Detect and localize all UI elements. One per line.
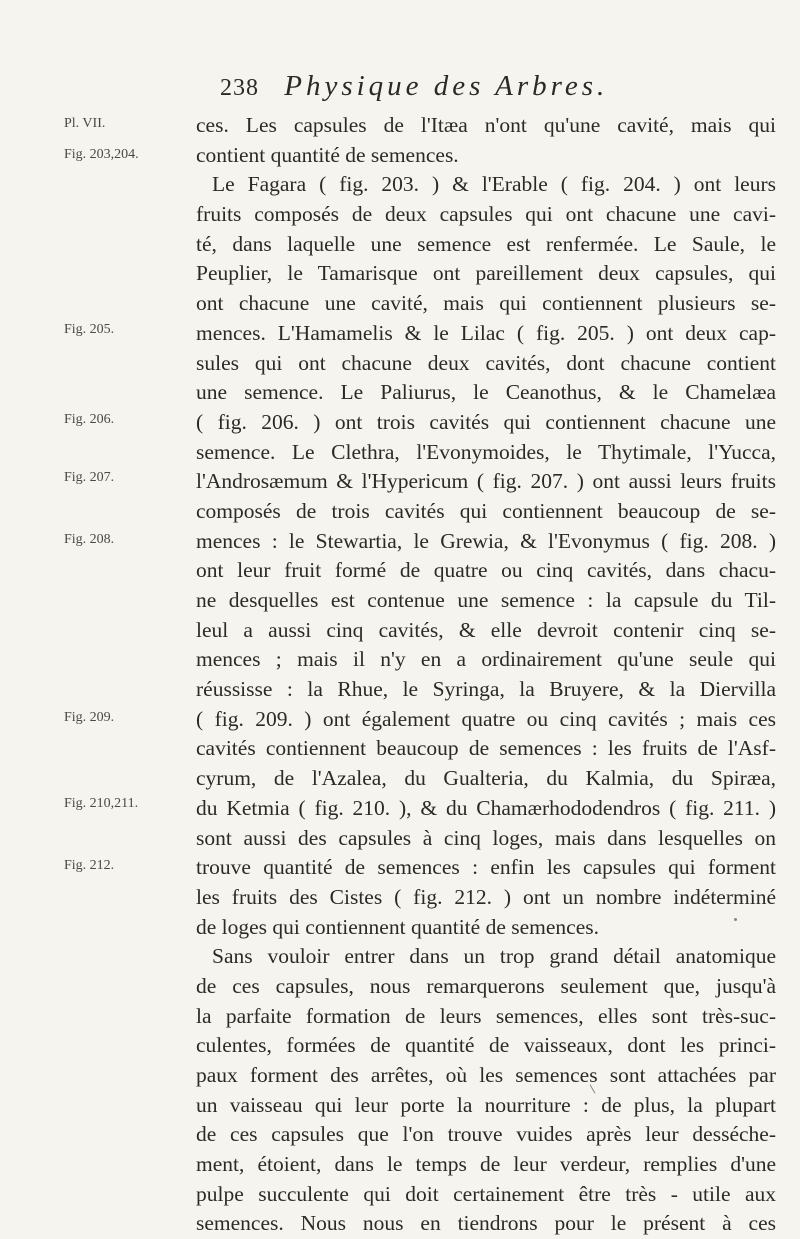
text-line: une semence. Le Paliurus, le Ceanothus, & le Chamelæa	[196, 380, 776, 405]
text-line: ( fig. 206. ) ont trois cavités qui contiennent chacune une	[196, 409, 776, 434]
text-line: ment, étoient, dans le temps de leur verdeur, remplies d'une	[196, 1152, 776, 1177]
text-line: sont aussi des capsules à cinq loges, mais dans lesquelles on	[196, 825, 776, 850]
text-line: cyrum, de l'Azalea, du Gualteria, du Kalmia, du Spiræa,	[196, 766, 776, 791]
text-line: du Ketmia ( fig. 210. ), & du Chamærhododendros ( fig. 211. )	[196, 795, 776, 820]
text-line: la parfaite formation de leurs semences, elles sont très-suc-	[196, 1003, 776, 1028]
text-line: les fruits des Cistes ( fig. 212. ) ont un nombre indéterminé	[196, 884, 776, 909]
figure-reference: Fig. 203,204.	[64, 147, 139, 162]
text-line: composés de trois cavités qui contiennent beaucoup de se-	[196, 498, 776, 523]
text-line: pulpe succulente qui doit certainement être très - utile aux	[196, 1181, 776, 1206]
running-title: Physique des Arbres.	[284, 70, 609, 102]
text-line: Peuplier, le Tamarisque ont pareillement deux capsules, qui	[196, 261, 776, 286]
figure-reference: Fig. 210,211.	[64, 796, 139, 811]
text-line: mences ; mais il n'y en a ordinairement qu'une seule qui	[196, 647, 776, 672]
text-line: ne desquelles est contenue une semence : la capsule du Til-	[196, 588, 776, 612]
text-line: de ces capsules que l'on trouve vuides après leur desséche-	[196, 1122, 776, 1147]
text-line: l'Androsæmum & l'Hypericum ( fig. 207. ) ont aussi leurs fruits	[196, 469, 776, 494]
text-line: leul a aussi cinq cavités, & elle devroit contenir cinq se-	[196, 617, 776, 642]
plate-reference: Pl. VII.	[64, 116, 106, 131]
text-line: cavités contiennent beaucoup de semences : les fruits de l'Asf-	[196, 736, 776, 761]
text-line: sules qui ont chacune deux cavités, dont chacune contient	[196, 350, 776, 375]
figure-reference: Fig. 205.	[64, 322, 115, 337]
figure-reference: Fig. 208.	[64, 532, 115, 547]
text-line: culentes, formées de quantité de vaisseaux, dont les princi-	[196, 1033, 776, 1058]
text-line: réussisse : la Rhue, le Syringa, la Bruyere, & la Diervilla	[196, 677, 776, 702]
text-line: semences. Nous nous en tiendrons pour le présent à ces	[196, 1211, 776, 1236]
text-line: mences : le Stewartia, le Grewia, & l'Evonymus ( fig. 208. )	[196, 528, 776, 553]
text-line: contient quantité de semences.	[196, 142, 459, 167]
figure-reference: Fig. 212.	[64, 858, 115, 873]
text-line: ont chacune une cavité, mais qui contiennent plusieurs se-	[196, 291, 776, 316]
text-line: té, dans laquelle une semence est renfermée. Le Saule, le	[196, 231, 776, 256]
margin-notes	[0, 0, 180, 1141]
text-line: semence. Le Clethra, l'Evonymoides, le Thytimale, l'Yucca,	[196, 439, 776, 464]
figure-reference: Fig. 206.	[64, 412, 115, 427]
text-line: trouve quantité de semences : enfin les capsules qui forment	[196, 855, 776, 880]
text-line: mences. L'Hamamelis & le Lilac ( fig. 205. ) ont deux cap-	[196, 320, 776, 345]
text-line: ont leur fruit formé de quatre ou cinq cavités, dans chacu-	[196, 558, 776, 583]
text-line: paux forment des arrêtes, où les semences sont attachées par	[196, 1063, 776, 1087]
figure-reference: Fig. 207.	[64, 470, 115, 485]
text-line: Le Fagara ( fig. 203. ) & l'Erable ( fig. 204. ) ont leurs	[212, 172, 776, 197]
text-line: Sans vouloir entrer dans un trop grand détail anatomique	[212, 944, 776, 969]
body-text	[196, 111, 776, 1239]
figure-reference: Fig. 209.	[64, 710, 115, 725]
text-line: un vaisseau qui leur porte la nourriture : de plus, la plupart	[196, 1092, 776, 1117]
text-line: de loges qui contiennent quantité de semences.	[196, 914, 599, 939]
page-number: 238	[220, 75, 259, 101]
text-line: fruits composés de deux capsules qui ont chacune une cavi-	[196, 202, 776, 227]
text-line: ( fig. 209. ) ont également quatre ou cinq cavités ; mais ces	[196, 706, 776, 731]
text-line: de ces capsules, nous remarquerons seulement que, jusqu'à	[196, 973, 776, 998]
ink-speck	[734, 918, 737, 921]
running-header	[220, 70, 780, 110]
text-line: ces. Les capsules de l'Itæa n'ont qu'une cavité, mais qui	[196, 113, 776, 137]
